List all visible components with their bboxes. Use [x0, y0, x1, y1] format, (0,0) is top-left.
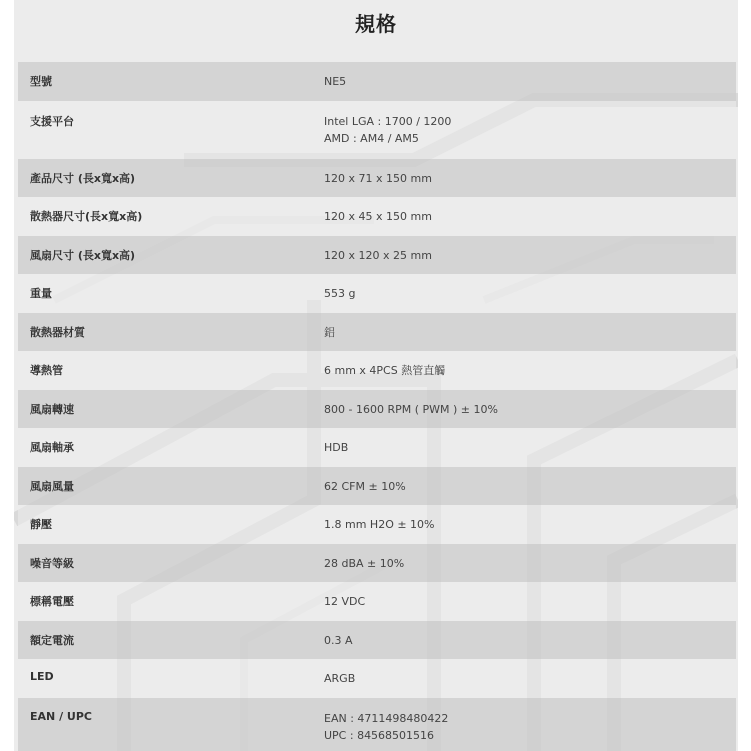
spec-row	[18, 236, 736, 275]
spec-value-line: AMD : AM4 / AM5	[324, 131, 419, 145]
spec-row	[18, 582, 736, 621]
spec-value-line: 0.3 A	[324, 633, 353, 647]
spec-value	[324, 362, 736, 379]
spec-label: 導熱管	[30, 364, 63, 377]
spec-row	[18, 467, 736, 506]
spec-row	[18, 159, 736, 198]
spec-row	[18, 544, 736, 583]
spec-row	[18, 505, 736, 544]
spec-value-line: 120 x 120 x 25 mm	[324, 248, 432, 262]
spec-value-line: 62 CFM ± 10%	[324, 479, 406, 493]
spec-value-line: 120 x 45 x 150 mm	[324, 210, 432, 223]
spec-value	[324, 710, 736, 744]
spec-row	[18, 313, 736, 352]
spec-value-line: 800 - 1600 RPM ( PWM ) ± 10%	[324, 402, 498, 416]
spec-value	[324, 401, 736, 418]
spec-row	[18, 62, 736, 101]
spec-value	[324, 208, 736, 225]
spec-table	[18, 62, 736, 751]
spec-value	[324, 324, 736, 341]
spec-label: LED	[30, 670, 54, 683]
spec-value	[324, 247, 736, 264]
spec-row	[18, 101, 736, 159]
spec-label: 風扇尺寸 (長x寬x高)	[30, 248, 136, 262]
spec-label: 噪音等級	[30, 556, 74, 570]
spec-value-line: EAN : 4711498480422	[324, 711, 449, 725]
spec-value-line: 28 dBA ± 10%	[324, 556, 405, 570]
spec-value	[324, 593, 736, 610]
spec-value-line: NE5	[324, 75, 347, 88]
spec-value	[324, 439, 736, 456]
spec-label: 額定電流	[30, 633, 74, 647]
spec-row	[18, 428, 736, 467]
spec-label: 支援平台	[30, 114, 74, 128]
spec-value-line: HDB	[324, 441, 349, 454]
spec-label: 標稱電壓	[30, 595, 74, 608]
spec-label: 風扇軸承	[30, 441, 74, 454]
spec-row	[18, 621, 736, 660]
spec-value-line: Intel LGA : 1700 / 1200	[324, 114, 452, 128]
spec-label: 風扇轉速	[30, 402, 74, 416]
spec-value-line: 12 VDC	[324, 595, 366, 608]
spec-label: 散熱器材質	[30, 325, 85, 339]
spec-value-line: UPC : 84568501516	[324, 728, 435, 742]
spec-value	[324, 73, 736, 90]
page-title: 規格	[355, 12, 397, 36]
spec-value	[324, 670, 736, 687]
spec-row	[18, 659, 736, 698]
spec-label: 散熱器尺寸(長x寬x高)	[30, 210, 143, 223]
spec-value	[324, 555, 736, 572]
spec-label: 產品尺寸 (長x寬x高)	[30, 171, 136, 185]
spec-label: 型號	[30, 75, 52, 88]
spec-value	[324, 113, 736, 147]
spec-label: 風扇風量	[30, 479, 74, 493]
spec-row	[18, 197, 736, 236]
spec-value	[324, 285, 736, 302]
spec-label: 靜壓	[30, 518, 52, 531]
spec-value	[324, 632, 736, 649]
spec-value-line: ARGB	[324, 672, 356, 685]
spec-value-line: 鋁	[324, 325, 335, 339]
spec-value-line: 553 g	[324, 287, 356, 300]
spec-row	[18, 274, 736, 313]
spec-value	[324, 478, 736, 495]
spec-label: 重量	[30, 287, 52, 300]
spec-row	[18, 351, 736, 390]
spec-value-line: 1.8 mm H2O ± 10%	[324, 518, 435, 531]
spec-label: EAN / UPC	[30, 709, 92, 723]
spec-value	[324, 170, 736, 187]
spec-row	[18, 390, 736, 429]
spec-value-line: 120 x 71 x 150 mm	[324, 171, 432, 185]
spec-value	[324, 516, 736, 533]
spec-value-line: 6 mm x 4PCS 熱管直觸	[324, 364, 446, 377]
spec-row	[18, 698, 736, 751]
